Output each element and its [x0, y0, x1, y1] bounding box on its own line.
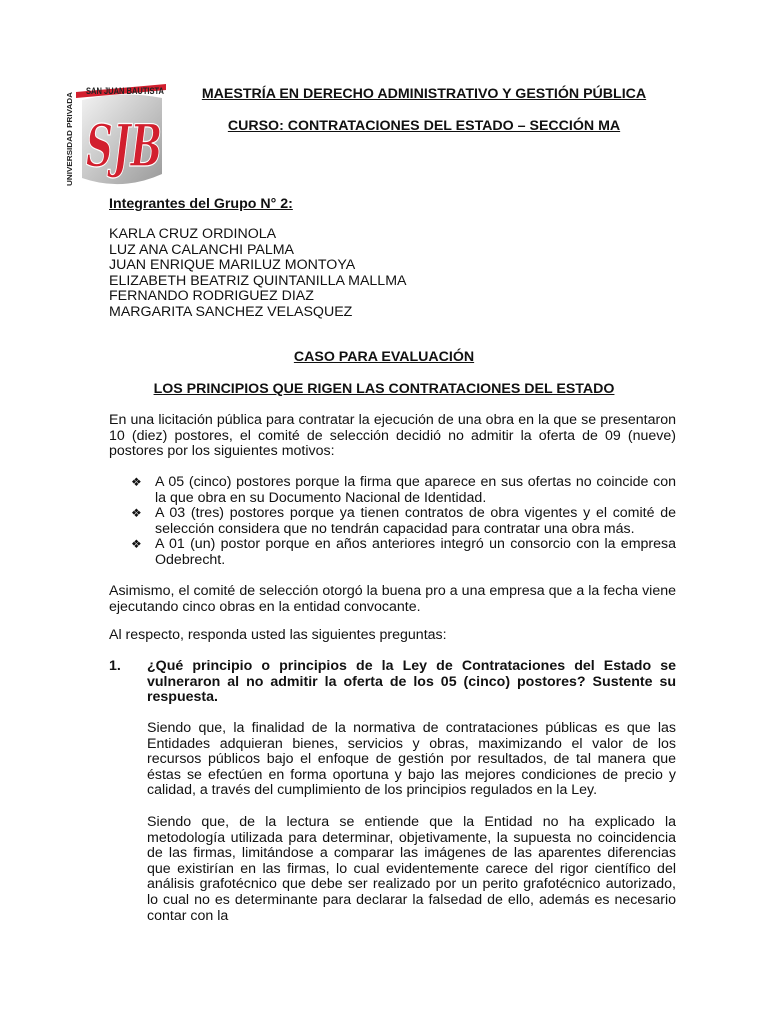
answer-paragraph-1: Siendo que, la finalidad de la normativa de contrataciones públicas es que las Entidades adquieran bienes, servicios y obras, maximizando el valor de los recursos públicos bajo el enfoque de gestión por resultados, de tal manera que éstas se efectúen en forma oportuna y bajo las mejores condiciones de precio y calidad, a través del cumplimiento de los principios regulados en la Ley.: [147, 720, 676, 799]
bullet-text: A 05 (cinco) postores porque la firma que aparece en sus ofertas no coincide con la que obra en su Documento Nacional de Identidad.: [155, 474, 676, 506]
course-title: CURSO: CONTRATACIONES DEL ESTADO – SECCIÓN MA: [227, 118, 621, 134]
question-number: 1.: [109, 658, 121, 674]
case-subtitle: LOS PRINCIPIOS QUE RIGEN LAS CONTRATACIONES DEL ESTADO: [153, 381, 615, 397]
bullet-text: A 03 (tres) postores porque ya tienen contratos de obra vigentes y el comité de selección considera que no tendrán capacidad para contratar una obra más.: [155, 505, 676, 537]
case-title: CASO PARA EVALUACIÓN: [293, 349, 475, 365]
question-text: ¿Qué principio o principios de la Ley de Contrataciones del Estado se vulneraron al no admitir la oferta de los 05 (cinco) postores? Sustente su respuesta.: [147, 658, 676, 706]
answer-paragraph-2: Siendo que, de la lectura se entiende que la Entidad no ha explicado la metodología utilizada para determinar, objetivamente, la supuesta no coincidencia de las firmas, limitándose a comparar las imágenes de las aparentes diferencias que existirían en las firmas, lo cual evidentemente carece del rigor científico del análisis grafotécnico que debe ser realizado por un perito grafotécnico autorizado, lo cual no es determinante para declarar la falsedad de ello, además es necesario contar con la: [147, 814, 676, 924]
list-item: JUAN ENRIQUE MARILUZ MONTOYA: [109, 257, 356, 274]
group-title: Integrantes del Grupo N° 2:: [109, 196, 293, 212]
university-logo: [62, 82, 166, 192]
list-item: ELIZABETH BEATRIZ QUINTANILLA MALLMA: [109, 272, 407, 289]
list-item: MARGARITA SANCHEZ VELASQUEZ: [109, 303, 353, 320]
asimismo-paragraph: Asimismo, el comité de selección otorgó la buena pro a una empresa que a la fecha viene ejecutando cinco obras en la entidad convocante.: [109, 583, 676, 615]
sjb-logo-icon: [62, 82, 166, 192]
bullet-icon: ❖: [131, 506, 142, 521]
list-item: FERNANDO RODRIGUEZ DIAZ: [109, 288, 314, 305]
program-title: MAESTRÍA EN DERECHO ADMINISTRATIVO Y GESTIÓN PÚBLICA: [201, 86, 647, 102]
respecto-paragraph: Al respecto, responda usted las siguientes preguntas:: [109, 627, 447, 643]
list-item: [131, 506, 676, 537]
logo-monogram: SJB: [86, 112, 162, 180]
member-list: [109, 227, 406, 321]
logo-side-text: UNIVERSIDAD PRIVADA: [65, 99, 74, 186]
reasons-list: [131, 475, 676, 569]
list-item: [131, 537, 676, 568]
bullet-icon: ❖: [131, 537, 142, 552]
intro-paragraph: En una licitación pública para contratar la ejecución de una obra en la que se presentaron 10 (diez) postores, el comité de selección decidió no admitir la oferta de 09 (nueve) postores por los siguientes motivos:: [109, 412, 676, 460]
list-item: [131, 475, 676, 506]
logo-university-name: SAN JUAN BAUTISTA: [86, 86, 165, 97]
bullet-text: A 01 (un) postor porque en años anteriores integró un consorcio con la empresa Odebrecht.: [155, 536, 676, 568]
list-item: KARLA CRUZ ORDINOLA: [109, 226, 277, 242]
bullet-icon: ❖: [131, 475, 142, 489]
list-item: LUZ ANA CALANCHI PALMA: [109, 241, 295, 258]
